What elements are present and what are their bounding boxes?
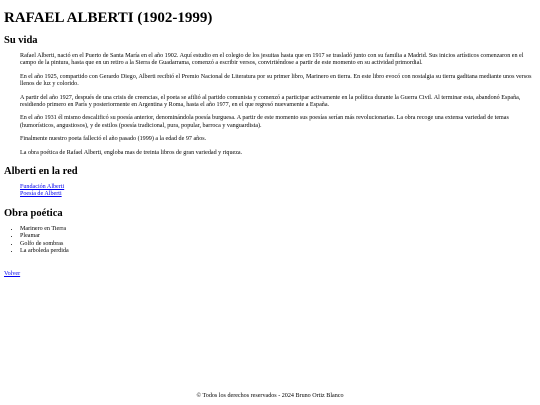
back-link[interactable]: Volver [4,270,21,277]
footer-copyright: © Todos los derechos reservados - 2024 Bruno Ortiz Blanco [196,393,344,399]
list-item: • La arboleda perdida [20,248,536,255]
section-heading-obra-poetica: Obra poética [4,207,63,219]
page [0,10,540,405]
list-item: • Golfo de sombras [20,241,536,248]
paragraph: La obra poética de Rafael Alberti, engloba mas de treinta libros de gran variedad y riqueza. [20,149,243,156]
list-item: • Pleamar [20,233,536,240]
paragraph: En el año 1931 él mismo descalificó su poesía anterior, denominándola poesía burguesa. A partir de este momento sus poesías serían más revolucionarias. La obra recoge una extensa variedad de temas (humorísticos, angustiosos), y de estilos (poesía tradicional, pura, popular, barroca y vanguardista). [20,115,509,129]
section-alberti-en-la-red [4,166,536,199]
paragraph: A partir del año 1927, después de una crisis de creencias, el poeta se afilió al partido comunista y comenzó a participar activamente en la política durante la Guerra Civil. Al terminar esta, abandonó España, residiendo primero en París y posteriormente en Argentina y Roma, hasta el año 1977, en el que regresó nuevamente a España. [20,94,521,109]
paragraph: Rafael Alberti, nació en el Puerto de Santa María en el año 1902. Aquí estudio en el colegio de los jesuitas hasta que en 1917 se trasladó junto con su familia a Madrid. Sus inicios artísticos comenzaron en el campo de la pintura, hasta que en un retiro a la Sierra de Guadarrama, comenzó a escribir versos, convirtiéndose a partir de este momento en su actividad primordial. [20,53,524,67]
link-poesia-de-alberti[interactable]: Poesía de Alberti [20,191,62,198]
section-su-vida [4,35,536,157]
su-vida-content [4,53,536,157]
link-list [4,184,536,199]
paragraph: Finalmente nuestro poeta falleció el año pasado (1999) a la edad de 97 años. [20,136,207,143]
section-obra-poetica [4,208,536,256]
link-fundacion-alberti[interactable]: Fundación Alberti [20,184,65,191]
section-heading-su-vida: Su vida [4,35,38,46]
list-item: • Marinero en Tierra [20,226,536,233]
section-heading-en-la-red: Alberti en la red [4,166,78,178]
footer [0,393,540,400]
paragraph: En el año 1925, compartido con Gerardo Diego, Alberti recibió el Premio Nacional de Literatura por su primer libro, Marinero en tierra. En este libro evocó con nostalgia su tierra gaditana mediante unos versos llenos de luz y colorido. [20,73,532,88]
works-list [4,226,536,256]
page-title: RAFAEL ALBERTI (1902-1999) [4,10,213,26]
